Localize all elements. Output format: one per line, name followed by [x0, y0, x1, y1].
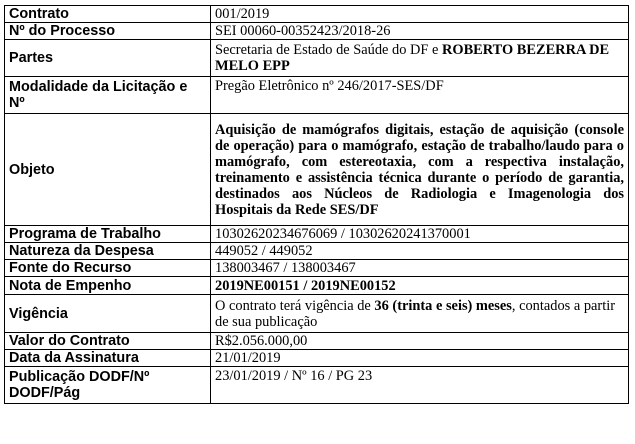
partes-value	[211, 40, 629, 77]
assinatura-label: Data da Assinatura	[5, 350, 211, 367]
contract-table	[4, 5, 629, 404]
modalidade-value: Pregão Eletrônico nº 246/2017-SES/DF	[211, 77, 629, 114]
contrato-value: 001/2019	[211, 6, 629, 23]
contract-summary	[4, 5, 629, 404]
assinatura-value: 21/01/2019	[211, 350, 629, 367]
valor-label: Valor do Contrato	[5, 333, 211, 350]
empenho-label: Nota de Empenho	[5, 277, 211, 295]
row-publicacao	[5, 367, 629, 404]
processo-label: Nº do Processo	[5, 23, 211, 40]
modalidade-label: Modalidade da Licitação e Nº	[5, 77, 211, 114]
row-objeto	[5, 114, 629, 226]
partes-value-prefix: Secretaria de Estado de Saúde do DF e	[215, 42, 442, 58]
row-vigencia	[5, 295, 629, 333]
vigencia-value	[211, 295, 629, 333]
row-contrato	[5, 6, 629, 23]
natureza-label: Natureza da Despesa	[5, 243, 211, 260]
row-programa	[5, 226, 629, 243]
valor-value: R$2.056.000,00	[211, 333, 629, 350]
programa-value: 10302620234676069 / 10302620241370001	[211, 226, 629, 243]
programa-label: Programa de Trabalho	[5, 226, 211, 243]
row-valor	[5, 333, 629, 350]
row-natureza	[5, 243, 629, 260]
row-fonte	[5, 260, 629, 277]
row-empenho	[5, 277, 629, 295]
publicacao-label: Publicação DODF/Nº DODF/Pág	[5, 367, 211, 404]
row-processo	[5, 23, 629, 40]
partes-label: Partes	[5, 40, 211, 77]
objeto-label: Objeto	[5, 114, 211, 226]
objeto-value: Aquisição de mamógrafos digitais, estação de aquisição (console de operação) para o mamógrafo, estação de trabalho/laudo para o mamógrafo, com estereotaxia, com a respectiva instalação, treinamento e assistência técnica durante o período de garantia, destinados aos Núcleos de Radiologia e Imagenologia dos Hospitais da Rede SES/DF	[211, 114, 629, 226]
row-modalidade	[5, 77, 629, 114]
empenho-value: 2019NE00151 / 2019NE00152	[211, 277, 629, 295]
publicacao-value: 23/01/2019 / Nº 16 / PG 23	[211, 367, 629, 404]
partes-value-company: ROBERTO BEZERRA DE MELO EPP	[215, 42, 610, 74]
row-partes	[5, 40, 629, 77]
vigencia-label: Vigência	[5, 295, 211, 333]
vigencia-value-prefix: O contrato terá vigência de	[215, 297, 375, 314]
fonte-value: 138003467 / 138003467	[211, 260, 629, 277]
contrato-label: Contrato	[5, 6, 211, 23]
processo-value: SEI 00060-00352423/2018-26	[211, 23, 629, 40]
vigencia-value-duration: 36 (trinta e seis) meses	[374, 297, 512, 314]
row-assinatura	[5, 350, 629, 367]
fonte-label: Fonte do Recurso	[5, 260, 211, 277]
vigencia-value-suffix: , contados a partir de sua publicação	[215, 297, 616, 330]
natureza-value: 449052 / 449052	[211, 243, 629, 260]
